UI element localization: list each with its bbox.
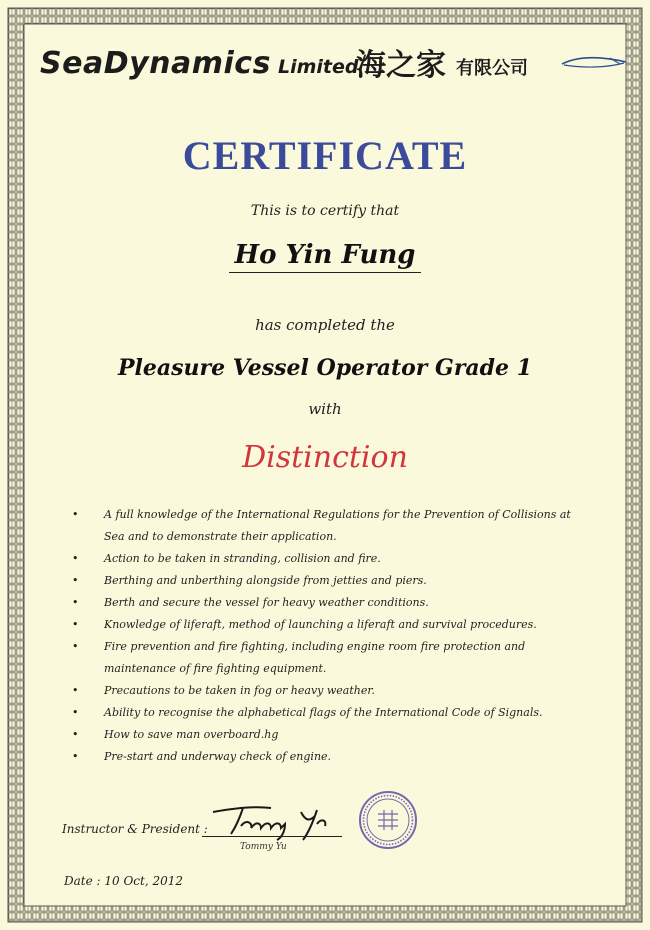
list-item: • A full knowledge of the International Regulations for the Prevention of Collisions at Sea and to demonstrate their application.: [68, 504, 588, 548]
bullet-icon: •: [72, 684, 79, 697]
bullet-icon: •: [72, 750, 79, 763]
certificate-title: CERTIFICATE: [182, 133, 468, 178]
list-item: • Berthing and unberthing alongside from jetties and piers.: [68, 570, 588, 592]
bullet-icon: •: [72, 728, 79, 741]
completed-text: has completed the: [255, 316, 395, 334]
bullet-icon: •: [72, 596, 79, 609]
with-text: with: [308, 400, 342, 418]
bullet-icon: •: [72, 508, 79, 521]
signature-line: [202, 836, 342, 837]
list-item: • Ability to recognise the alphabetical flags of the International Code of Signals.: [68, 702, 588, 724]
bullet-icon: •: [72, 574, 79, 587]
brand-suffix: Limited: [278, 56, 359, 78]
bullet-icon: •: [72, 618, 79, 631]
course-name: Pleasure Vessel Operator Grade 1: [117, 355, 533, 381]
bullet-icon: •: [72, 552, 79, 565]
instructor-label: Instructor & President :: [62, 822, 208, 836]
brand-chinese-suffix: 有限公司: [456, 58, 528, 79]
list-item: • Pre-start and underway check of engine.: [68, 746, 588, 768]
list-item: • Fire prevention and fire fighting, including engine room fire protection and maintenance of fire fighting equipment.: [68, 636, 588, 680]
competency-list: [68, 504, 588, 768]
certify-text: This is to certify that: [250, 203, 400, 219]
list-item: • Action to be taken in stranding, collision and fire.: [68, 548, 588, 570]
grade-distinction: Distinction: [242, 440, 408, 475]
signatory-name: Tommy Yu: [240, 842, 287, 852]
recipient-name: Ho Yin Fung: [229, 240, 422, 273]
recipient-name-wrap: [0, 240, 650, 273]
issue-date: Date : 10 Oct, 2012: [64, 874, 184, 888]
bullet-icon: •: [72, 706, 79, 719]
list-item: • Knowledge of liferaft, method of launching a liferaft and survival procedures.: [68, 614, 588, 636]
brand-name: SeaDynamics: [40, 46, 271, 81]
brand-chinese-name: 海之家: [356, 48, 446, 83]
company-seal-icon: [358, 790, 418, 850]
boat-logo-icon: [560, 52, 630, 72]
list-item: • How to save man overboard.hg: [68, 724, 588, 746]
list-item: • Precautions to be taken in fog or heavy weather.: [68, 680, 588, 702]
bullet-icon: •: [72, 640, 79, 653]
list-item: • Berth and secure the vessel for heavy weather conditions.: [68, 592, 588, 614]
